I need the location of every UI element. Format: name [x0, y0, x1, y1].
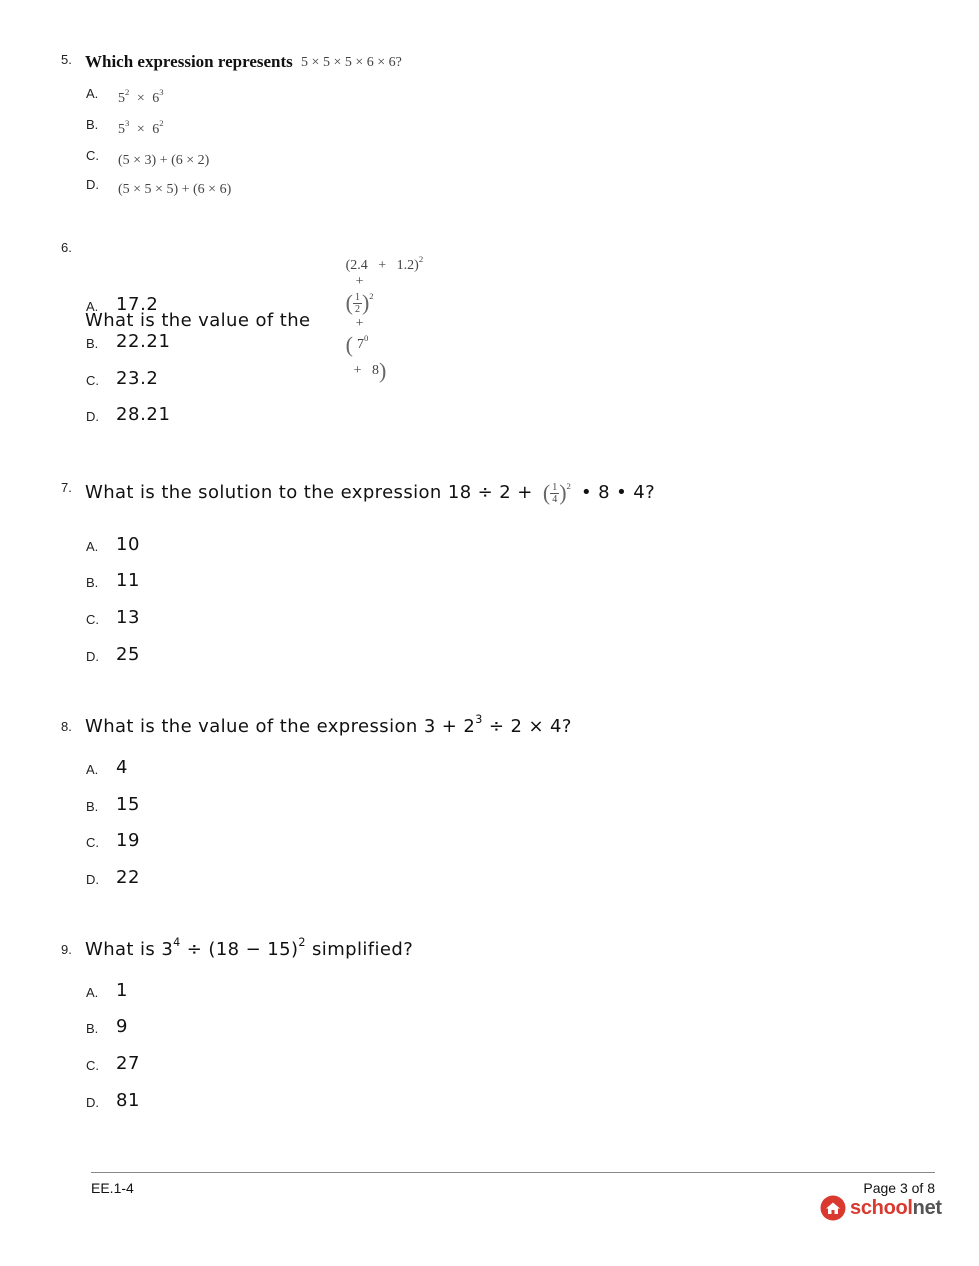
option-value: (5 × 3) + (6 × 2) [118, 153, 210, 168]
option-value: 27 [116, 1053, 141, 1074]
option-letter: D. [86, 649, 99, 664]
option-letter: A. [86, 86, 99, 101]
answer-option-c[interactable] [0, 148, 979, 178]
option-letter: D. [86, 1095, 99, 1110]
answer-option-d[interactable] [0, 644, 979, 679]
answer-option-a[interactable] [0, 534, 979, 569]
schoolnet-logo [820, 1194, 942, 1222]
standard-code: EE.1-4 [91, 1180, 134, 1196]
answer-option-b[interactable] [0, 570, 979, 605]
option-value: 13 [116, 607, 141, 628]
answer-option-d[interactable] [0, 177, 979, 207]
question-stem: What is the value of the expression $3 + 2^3 \div 2 \times 4$? [85, 712, 572, 737]
answer-option-a[interactable] [0, 757, 979, 792]
question-number: 7. [61, 480, 72, 495]
option-letter: A. [86, 299, 99, 314]
option-value: 23.2 [116, 368, 159, 389]
answer-option-a[interactable] [0, 86, 979, 116]
option-letter: C. [86, 373, 99, 388]
option-value: 25 [116, 644, 141, 665]
stem-math: 5 × 5 × 5 × 6 × 6? [301, 55, 402, 71]
option-value: 10 [116, 534, 141, 555]
option-value: 11 [116, 570, 141, 591]
answer-option-b[interactable] [0, 1016, 979, 1051]
option-letter: C. [86, 1058, 99, 1073]
option-letter: B. [86, 336, 99, 351]
option-value: 22 [116, 867, 141, 888]
page-indicator: Page 3 of 8 [863, 1180, 935, 1196]
option-value: 1 [116, 980, 129, 1001]
answer-option-d[interactable] [0, 1090, 979, 1125]
option-letter: A. [86, 985, 99, 1000]
answer-option-c[interactable] [0, 1053, 979, 1088]
question-stem: What is the value of the $(2.4 + 1.2)^2$ + ( $\frac{1}{2}$ )$^2$ + ( $7^0$ + 8) [85, 242, 423, 400]
option-value: 4 [116, 757, 129, 778]
option-value: 9 [116, 1016, 129, 1037]
answer-option-d[interactable] [0, 404, 979, 439]
answer-option-c[interactable] [0, 830, 979, 865]
question-number: 6. [61, 240, 72, 255]
answer-option-a[interactable] [0, 294, 979, 329]
stem-math: ( $\frac{1}{4}$ )$^2$ [542, 480, 571, 505]
question-stem: Which expression represents 5 × 5 × 5 × 6 × 6? [85, 52, 402, 71]
option-value: 19 [116, 830, 141, 851]
option-value: (5 × 5 × 5) + (6 × 6) [118, 182, 232, 197]
option-letter: B. [86, 117, 99, 132]
option-value: 15 [116, 794, 141, 815]
option-letter: A. [86, 762, 99, 777]
answer-option-d[interactable] [0, 867, 979, 902]
question-number: 9. [61, 942, 72, 957]
option-letter: A. [86, 539, 99, 554]
option-letter: C. [86, 612, 99, 627]
option-letter: C. [86, 835, 99, 850]
option-value: 22.21 [116, 331, 171, 352]
option-value: 28.21 [116, 404, 171, 425]
option-letter: C. [86, 148, 99, 163]
option-value: 81 [116, 1090, 141, 1111]
answer-option-c[interactable] [0, 607, 979, 642]
answer-option-b[interactable] [0, 331, 979, 366]
footer-divider [91, 1172, 935, 1173]
option-letter: D. [86, 177, 99, 192]
option-value: $5^3 \times 6^2$ [118, 117, 164, 137]
option-letter: B. [86, 575, 99, 590]
logo-wordmark: schoolnet [850, 1196, 942, 1219]
answer-option-b[interactable] [0, 117, 979, 147]
option-letter: D. [86, 409, 99, 424]
question-stem: What is the solution to the expression 18 ÷ 2 + ( $\frac{1}{4}$ )$^2$ • 8 • 4? [85, 480, 656, 505]
question-number: 5. [61, 52, 72, 67]
option-value: 17.2 [116, 294, 159, 315]
answer-option-a[interactable] [0, 980, 979, 1015]
option-value: $5^2 \times 6^3$ [118, 86, 164, 106]
option-letter: B. [86, 1021, 99, 1036]
answer-option-c[interactable] [0, 368, 979, 403]
house-icon [820, 1195, 846, 1221]
option-letter: B. [86, 799, 99, 814]
question-number: 8. [61, 719, 72, 734]
option-letter: D. [86, 872, 99, 887]
answer-option-b[interactable] [0, 794, 979, 829]
question-stem: What is $3^4 \div (18 - 15)^2$ simplified? [85, 935, 414, 960]
stem-math: $(2.4 + 1.2)^2$ + ( $\frac{1}{2}$ )$^2$ + ( $7^0$ + 8) [345, 253, 424, 383]
